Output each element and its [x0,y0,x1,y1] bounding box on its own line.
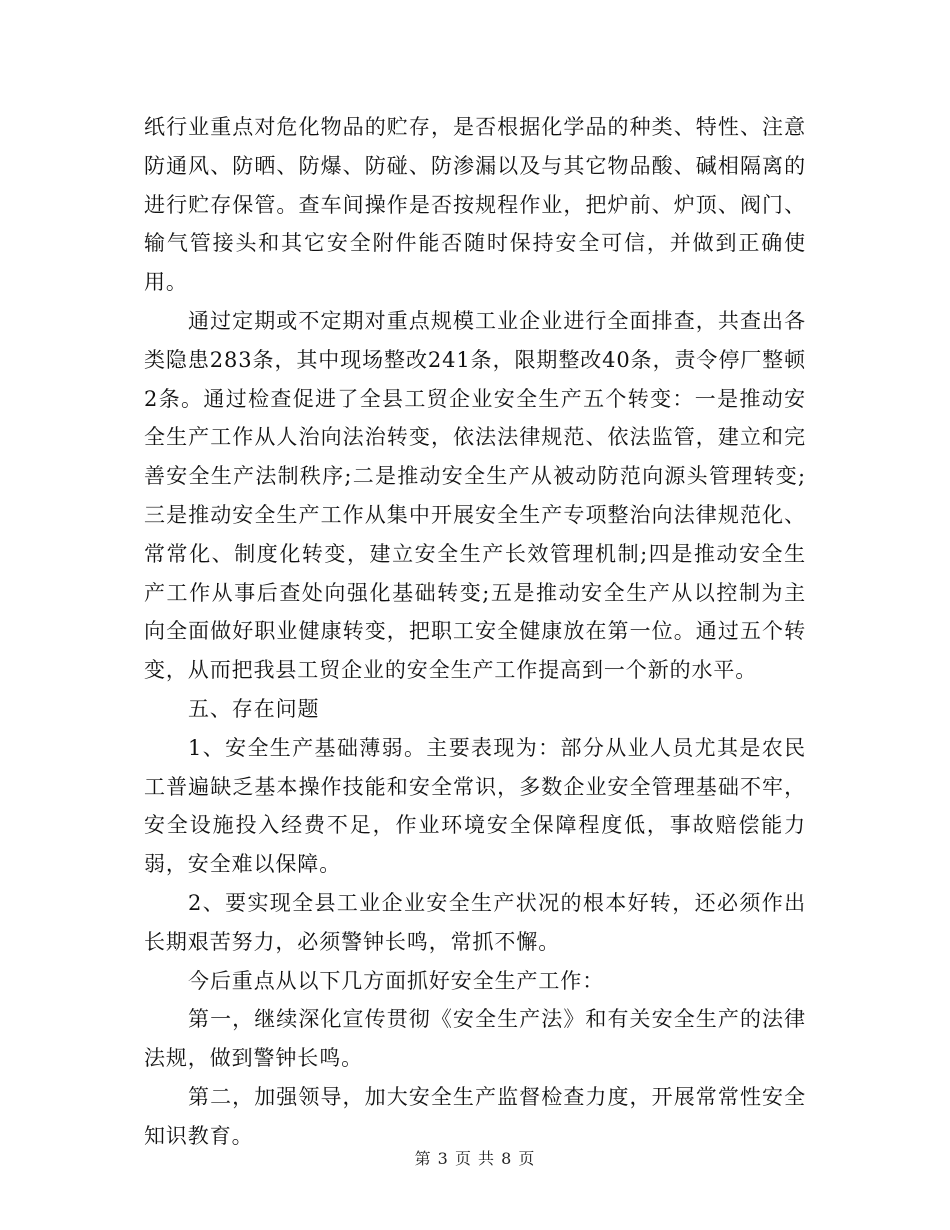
section-heading-existing-problems: 五、存在问题 [188,696,320,721]
paragraph-second-measure: 第二，加强领导，加大安全生产监督检查力度，开展常常性安全知识教育。 [144,1084,806,1148]
paragraph-problem-1: 1、安全生产基础薄弱。主要表现为：部分从业人员尤其是农民工普遍缺乏基本操作技能和安全常识，多数企业安全管理基础不牢，安全设施投入经费不足，作业环境安全保障程度低，事故赔偿能力弱，安全难以保障。 [144,735,806,877]
paragraph-problem-2: 2、要实现全县工业企业安全生产状况的根本好转，还必须作出长期艰苦努力，必须警钟长鸣，常抓不懈。 [144,890,806,954]
paragraph-future-focus: 今后重点从以下几方面抓好安全生产工作： [188,968,605,993]
paragraph-first-measure: 第一，继续深化宣传贯彻《安全生产法》和有关安全生产的法律法规，做到警钟长鸣。 [144,1007,806,1071]
paragraph-inspection-results: 通过定期或不定期对重点规模工业企业进行全面排查，共查出各类隐患283条，其中现场整改241条，限期整改40条，责令停厂整顿2条。通过检查促进了全县工贸企业安全生产五个转变：一是推动安全生产工作从人治向法治转变，依法法律规范、依法监管，建立和完善安全生产法制秩序;二是推动安全生产从被动防范向源头管理转变;三是推动安全生产工作从集中开展安全生产专项整治向法律规范化、常常化、制度化转变，建立安全生产长效管理机制;四是推动安全生产工作从事后查处向强化基础转变;五是推动安全生产从以控制为主向全面做好职业健康转变，把职工安全健康放在第一位。通过五个转变，从而把我县工贸企业的安全生产工作提高到一个新的水平。 [144,308,806,683]
document-body [144,108,806,1156]
page-footer: 第 3 页 共 8 页 [414,1149,536,1168]
paragraph-storage-inspection: 纸行业重点对危化物品的贮存，是否根据化学品的种类、特性、注意防通风、防晒、防爆、防碰、防渗漏以及与其它物品酸、碱相隔离的进行贮存保管。查车间操作是否按规程作业，把炉前、炉顶、阀门、输气管接头和其它安全附件能否随时保持安全可信，并做到正确使用。 [144,115,806,295]
